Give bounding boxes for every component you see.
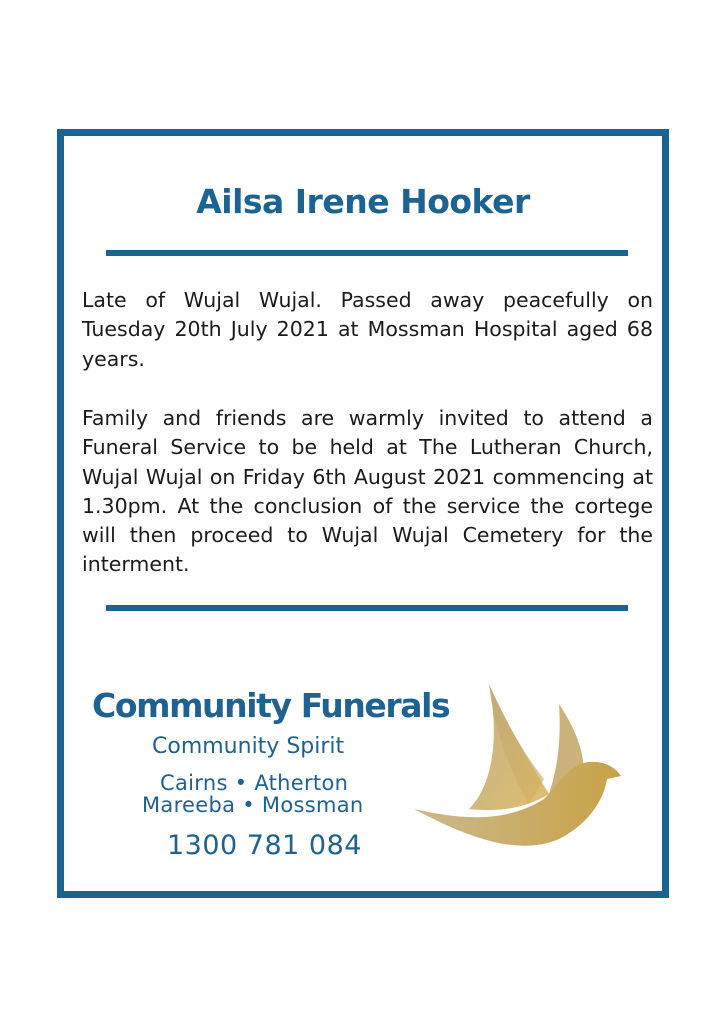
company-name: Community Funerals [92,686,450,725]
locations-line-2: Mareeba • Mossman [142,793,364,817]
locations-line-1: Cairns • Atherton [160,771,349,795]
deceased-name: Ailsa Irene Hooker [196,182,530,221]
dove-icon [409,684,634,856]
divider-bottom [106,605,628,611]
divider-top [106,250,628,256]
notice-paragraph-2: Family and friends are warmly invited to attend a Funeral Service to be held at The Lutheran Church, Wujal Wujal on Friday 6th August 2021 commencing at 1.30pm. At the conclusion of the service the cortege will then proceed to Wujal Wujal Cemetery for the interment. [82,406,653,577]
notice-paragraph-1: Late of Wujal Wujal. Passed away peacefully on Tuesday 20th July 2021 at Mossman Hospital aged 68 years. [82,288,653,371]
notice-frame [57,129,669,898]
phone-number: 1300 781 084 [167,830,362,861]
company-tagline: Community Spirit [152,734,345,759]
